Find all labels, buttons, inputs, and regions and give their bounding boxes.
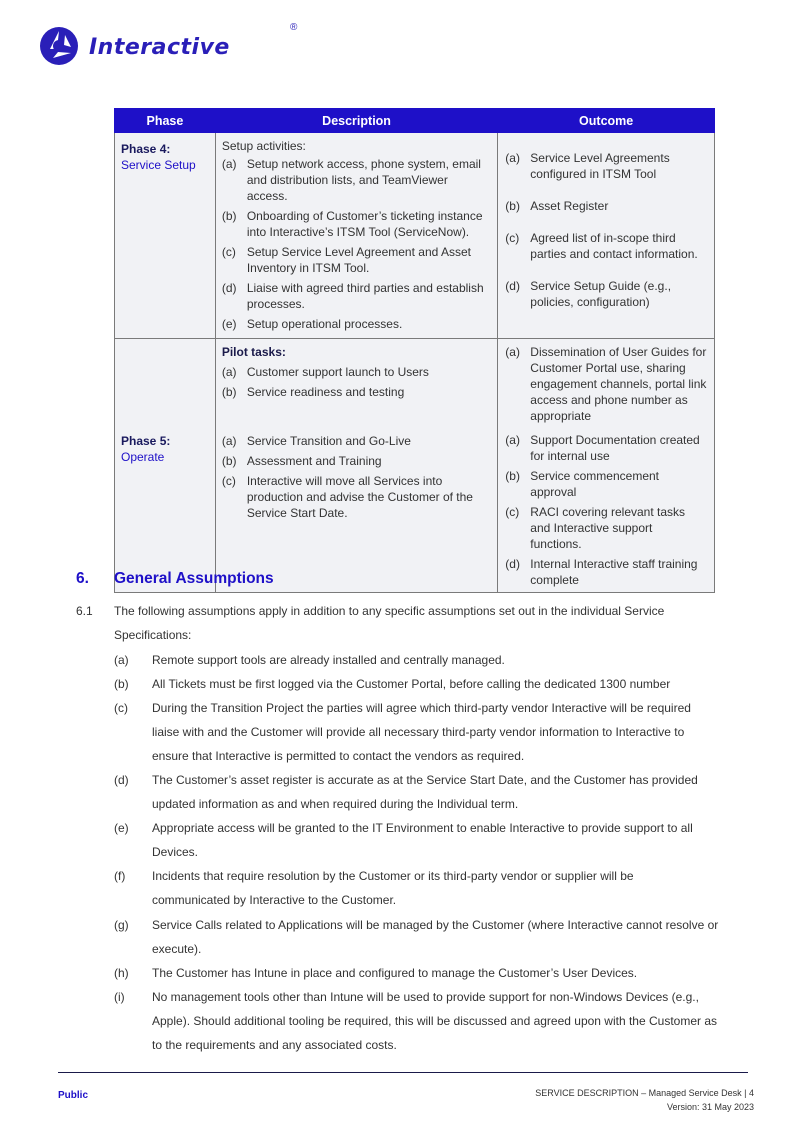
header-phase: Phase: [115, 109, 216, 133]
list-item: (b) Service readiness and testing: [221, 385, 405, 399]
table-row-phase4: [115, 133, 715, 339]
list-item: (c) Setup Service Level Agreement and Asset Inventory in ITSM Tool.: [221, 245, 471, 275]
list-item: (b) Service commencement approval: [505, 469, 659, 499]
phase-table: [114, 108, 715, 593]
document-version: Version: 31 May 2023: [666, 1102, 754, 1112]
list-item: (e) Setup operational processes.: [221, 317, 403, 331]
registered-mark: ®: [290, 22, 298, 33]
phase5-outcome: [498, 339, 715, 593]
phase4-outcome: [498, 133, 715, 339]
phase5-name: Operate: [121, 450, 165, 464]
classification-label: Public: [58, 1090, 89, 1101]
list-item: (c) RACI covering relevant tasks and Interactive support functions.: [505, 505, 686, 551]
header-outcome: Outcome: [498, 109, 715, 133]
phase4-cell: [115, 133, 216, 339]
list-item: (d) Liaise with agreed third parties and establish processes.: [221, 281, 484, 311]
section-title: General Assumptions: [114, 570, 274, 587]
phase4-desc-intro: Setup activities:: [221, 139, 306, 153]
paragraph-line: The following assumptions apply in addition to any specific assumptions set out in the individual Service: [114, 604, 665, 618]
pilot-tasks-title: Pilot tasks:: [221, 345, 286, 359]
section-heading: [76, 570, 274, 588]
list-item: (c) Agreed list of in-scope third parties and contact information.: [505, 231, 698, 261]
company-logo: [38, 22, 298, 68]
section-number: 6.: [76, 570, 89, 587]
paragraph-line: Specifications:: [114, 628, 192, 642]
list-item: (a) Service Transition and Go-Live: [221, 434, 411, 448]
phase5-label: Phase 5:: [121, 434, 171, 448]
header-description: Description: [215, 109, 497, 133]
list-item: (a) Dissemination of User Guides for Customer Portal use, sharing engagement channels, portal link access and phone number as appropriate: [505, 345, 707, 423]
phase4-label: Phase 4:: [121, 142, 171, 156]
list-item: (b) Asset Register: [505, 199, 609, 213]
list-item: (c) Interactive will move all Services into production and advise the Customer of the Service Start Date.: [221, 474, 473, 520]
phase4-description: [215, 133, 497, 339]
footer-divider: [58, 1072, 748, 1073]
logo-mark-icon: [38, 25, 80, 67]
phase4-name: Service Setup: [121, 158, 196, 172]
list-item: (b) Onboarding of Customer’s ticketing instance into Interactive’s ITSM Tool (ServiceNow).: [221, 209, 483, 239]
list-item: (a) Service Level Agreements configured in ITSM Tool: [505, 151, 670, 181]
list-item: (b) Assessment and Training: [221, 454, 382, 468]
logo-text: Interactive: [89, 34, 230, 60]
phase5-description: [215, 339, 497, 593]
list-item: (d) Internal Interactive staff training complete: [505, 557, 698, 587]
list-item: (a) Setup network access, phone system, email and distribution lists, and TeamViewer access.: [221, 157, 481, 203]
table-row-phase5: [115, 339, 715, 593]
list-item: (a) Customer support launch to Users: [221, 365, 429, 379]
phase5-cell: [115, 339, 216, 593]
document-title: SERVICE DESCRIPTION – Managed Service Desk | 4: [535, 1088, 754, 1098]
paragraph-6-1: [76, 599, 736, 647]
paragraph-number: 6.1: [76, 604, 93, 618]
list-item: (d) Service Setup Guide (e.g., policies, configuration): [505, 279, 672, 309]
list-item: (a) Support Documentation created for internal use: [505, 433, 700, 463]
